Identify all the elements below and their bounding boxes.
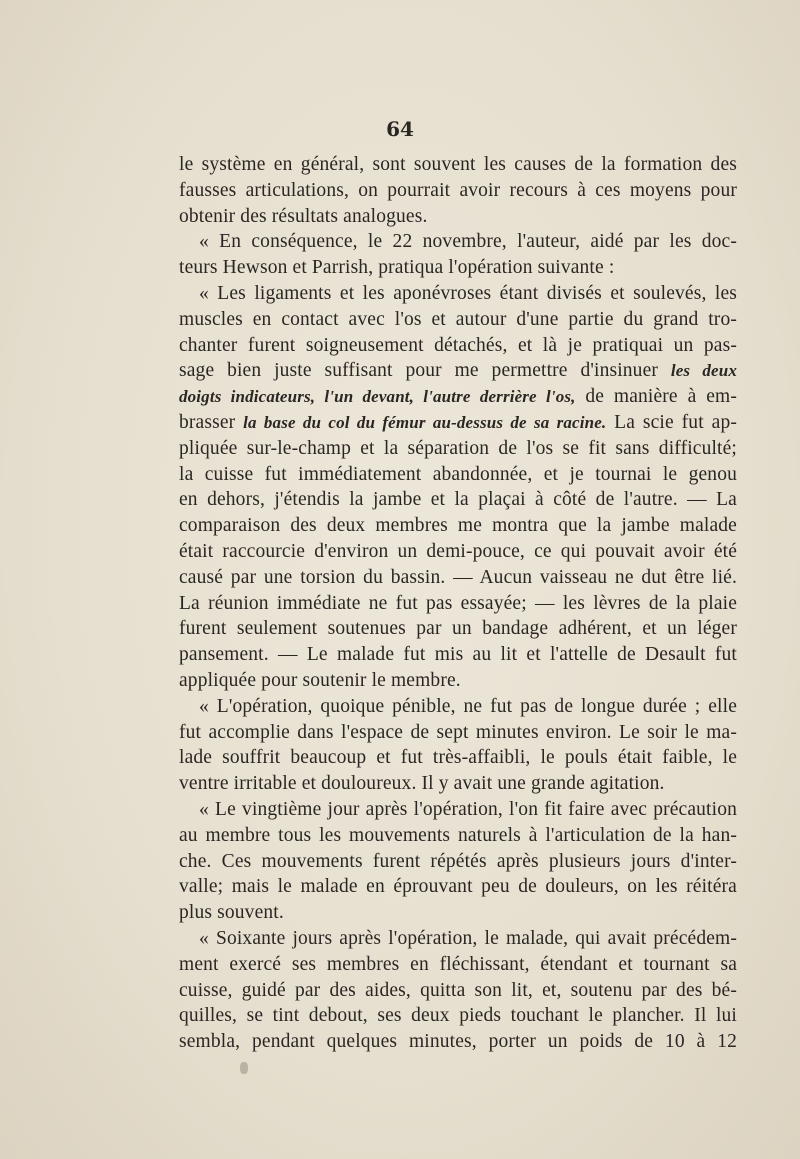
- text-line: ment exercé ses membres en fléchissant, étendant et tournant sa: [179, 953, 737, 975]
- text-line: pliquée sur-le-champ et la séparation de l'os se fit sans difficulté;: [179, 437, 737, 459]
- text-segment: de manière à em-: [575, 386, 737, 408]
- text-line: chanter furent soigneusement détachés, et là je pratiquai un pas-: [179, 334, 737, 356]
- text-line: comparaison des deux membres me montra que la jambe malade: [179, 515, 737, 537]
- text-line: « En conséquence, le 22 novembre, l'auteur, aidé par les doc-: [199, 231, 737, 253]
- text-line: plus souvent.: [179, 902, 284, 924]
- text-line: « Soixante jours après l'opération, le malade, qui avait précédem-: [199, 927, 737, 949]
- text-line: valle; mais le malade en éprouvant peu de douleurs, on les réitéra: [179, 876, 737, 898]
- text-line: le système en général, sont souvent les causes de la formation des: [179, 154, 737, 175]
- text-segment: brasser: [179, 411, 244, 433]
- text-line: furent seulement soutenues par un bandage adhérent, et un léger: [179, 618, 737, 640]
- text-line: « Les ligaments et les aponévroses étant divisés et soulevés, les: [199, 282, 737, 304]
- page-number: [58, 117, 800, 141]
- text-line: la cuisse fut immédiatement abandonnée, et je tournai le genou: [179, 463, 737, 485]
- text-line: fausses articulations, on pourrait avoir recours à ces moyens pour: [179, 179, 737, 201]
- text-line: La réunion immédiate ne fut pas essayée; — les lèvres de la plaie: [179, 592, 737, 614]
- text-line: obtenir des résultats analogues.: [179, 205, 428, 227]
- ink-smudge: [240, 1062, 248, 1074]
- text-line: causé par une torsion du bassin. — Aucun vaisseau ne dut être lié.: [179, 566, 737, 588]
- text-line: appliquée pour soutenir le membre.: [179, 669, 461, 691]
- text-line: fut accomplie dans l'espace de sept minutes environ. Le soir le ma-: [179, 721, 737, 743]
- text-line: ventre irritable et douloureux. Il y avait une grande agitation.: [179, 773, 665, 795]
- text-line: che. Ces mouvements furent répétés après plusieurs jours d'inter-: [179, 850, 737, 872]
- text-line: [179, 410, 737, 436]
- text-line: était raccourcie d'environ un demi-pouce, ce qui pouvait avoir été: [179, 540, 737, 562]
- text-line: « L'opération, quoique pénible, ne fut pas de longue durée ; elle: [199, 695, 737, 717]
- page-number-text: 64: [386, 117, 414, 141]
- text-line: sembla, pendant quelques minutes, porter un poids de 10 à 12: [179, 1031, 737, 1053]
- text-segment: La scie fut ap-: [606, 411, 737, 433]
- text-line: muscles en contact avec l'os et autour d'une partie du grand tro-: [179, 308, 737, 330]
- text-line: cuisse, guidé par des aides, quitta son lit, et, soutenu par des bé-: [179, 979, 737, 1001]
- text-line: quilles, se tint debout, ses deux pieds touchant le plancher. Il lui: [179, 1005, 737, 1027]
- text-line: au membre tous les mouvements naturels à l'articulation de la han-: [179, 824, 737, 846]
- text-segment: sage bien juste suffisant pour me permettre d'insinuer: [179, 360, 671, 382]
- text-line: [179, 384, 737, 410]
- text-line: [179, 358, 737, 384]
- text-line: en dehors, j'étendis la jambe et la plaçai à côté de l'autre. — La: [179, 489, 737, 511]
- italic-text: doigts indicateurs, l'un devant, l'autre derrière l'os,: [179, 387, 576, 407]
- body-text: [179, 152, 737, 1055]
- italic-text: la base du col du fémur au-dessus de sa racine.: [243, 412, 607, 432]
- text-line: lade souffrit beaucoup et fut très-affaibli, le pouls était faible, le: [179, 747, 737, 769]
- text-line: pansement. — Le malade fut mis au lit et l'attelle de Desault fut: [179, 644, 737, 666]
- text-line: teurs Hewson et Parrish, pratiqua l'opération suivante :: [179, 257, 615, 279]
- text-line: « Le vingtième jour après l'opération, l'on fit faire avec précaution: [199, 798, 737, 820]
- italic-text: les deux: [670, 361, 737, 381]
